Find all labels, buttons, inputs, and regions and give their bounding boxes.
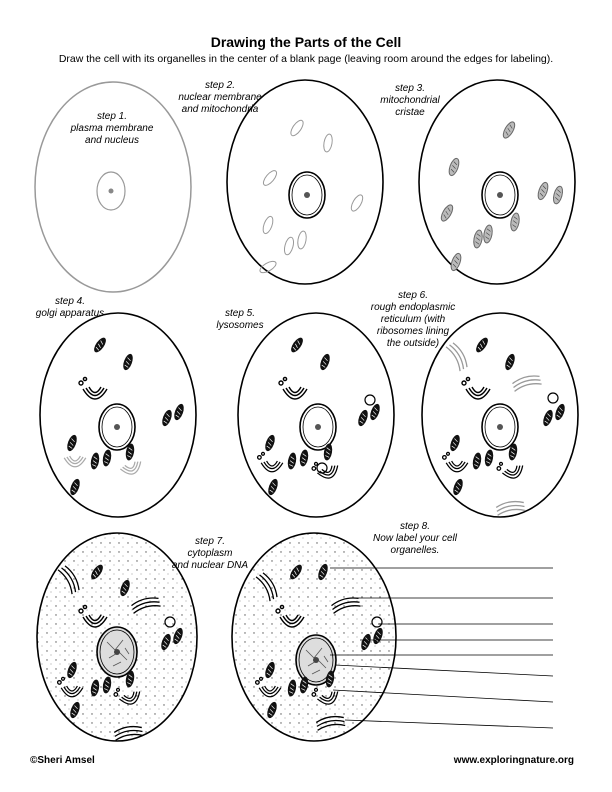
step-2-caption: step 2. nuclear membrane and mitochondria — [178, 80, 262, 115]
website-link[interactable]: www.exploringnature.org — [453, 755, 574, 766]
page-subtitle: Draw the cell with its organelles in the center of a blank page (leaving room around the edges for labeling). — [58, 53, 554, 65]
cell-step-8 — [232, 533, 553, 741]
step-7-caption: step 7. cytoplasm and nuclear DNA — [171, 536, 249, 571]
cell-step-4 — [40, 313, 196, 517]
step-8-caption: step 8. Now label your cell organelles. — [373, 521, 457, 556]
step-3-caption: step 3. mitochondrial cristae — [380, 83, 440, 118]
step-4-caption: step 4. golgi apparatus — [35, 296, 105, 319]
step-1-caption: step 1. plasma membrane and nucleus — [70, 111, 154, 146]
copyright: ©Sheri Amsel — [30, 755, 95, 766]
page-title: Drawing the Parts of the Cell — [210, 34, 402, 50]
step-5-caption: step 5. lysosomes — [216, 308, 264, 331]
step-6-caption: step 6. rough endoplasmic reticulum (with ribosomes lining the outside) — [370, 290, 456, 349]
